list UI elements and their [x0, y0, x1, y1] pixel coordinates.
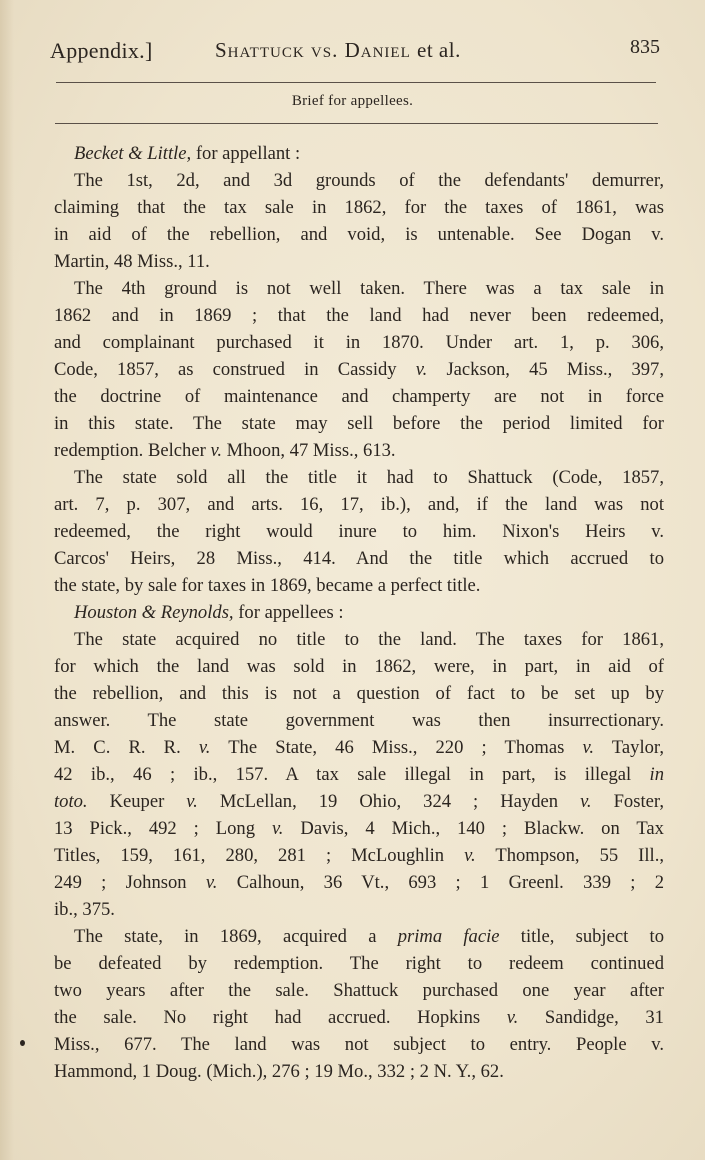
text-line: The state, in 1869, acquired a prima facie title, subject to: [74, 926, 664, 947]
text-line: 13 Pick., 492 ; Long v. Davis, 4 Mich., 140 ; Blackw. on Tax: [54, 818, 664, 839]
text-line: two years after the sale. Shattuck purchased one year after: [54, 980, 664, 1001]
text-line: The state sold all the title it had to Shattuck (Code, 1857,: [74, 467, 664, 488]
text-line: toto. Keuper v. McLellan, 19 Ohio, 324 ; Hayden v. Foster,: [54, 791, 664, 812]
text-line: M. C. R. R. v. The State, 46 Miss., 220 ; Thomas v. Taylor,: [54, 737, 665, 758]
paragraph: [54, 167, 664, 275]
text-line: in aid of the rebellion, and void, is untenable. See Dogan v.: [54, 224, 664, 245]
case-title: [215, 38, 461, 63]
text-line: for which the land was sold in 1862, were, in part, in aid of: [54, 656, 664, 677]
text-line: the sale. No right had accrued. Hopkins v. Sandidge, 31: [54, 1007, 664, 1028]
section-label: Appendix.]: [50, 38, 153, 63]
brief-subheading: Brief for appellees.: [291, 93, 414, 109]
case-title-suffix: et al.: [417, 38, 461, 62]
text-line: Code, 1857, as construed in Cassidy v. Jackson, 45 Miss., 397,: [54, 359, 664, 380]
text-line: and complainant purchased it in 1870. Under art. 1, p. 306,: [54, 332, 664, 353]
text-line: answer. The state government was then insurrectionary.: [54, 710, 664, 731]
text-line: 249 ; Johnson v. Calhoun, 36 Vt., 693 ; 1 Greenl. 339 ; 2: [54, 872, 665, 893]
header-rule-top: [56, 82, 656, 83]
text-line: in this state. The state may sell before the period limited for: [54, 413, 664, 434]
paragraph: [54, 140, 664, 167]
text-line: Miss., 677. The land was not subject to entry. People v.: [54, 1034, 664, 1055]
paragraph: [54, 923, 664, 1085]
text-line: Titles, 159, 161, 280, 281 ; McLoughlin v. Thompson, 55 Ill.,: [54, 845, 665, 866]
paragraph: [54, 464, 664, 599]
brief-body: [54, 140, 664, 1085]
margin-mark: [20, 1040, 25, 1046]
text-line: Houston & Reynolds, for appellees :: [74, 602, 344, 623]
page-gutter-shadow: [0, 0, 14, 1160]
paragraph: [54, 626, 664, 923]
text-line: Carcos' Heirs, 28 Miss., 414. And the title which accrued to: [54, 548, 664, 569]
text-line: 1862 and in 1869 ; that the land had never been redeemed,: [54, 305, 664, 326]
text-line: claiming that the tax sale in 1862, for the taxes of 1861, was: [54, 197, 664, 218]
text-line: be defeated by redemption. The right to redeem continued: [54, 953, 664, 974]
text-line: the doctrine of maintenance and champerty are not in force: [54, 386, 664, 407]
text-line: art. 7, p. 307, and arts. 16, 17, ib.), and, if the land was not: [54, 494, 664, 515]
text-line: 42 ib., 46 ; ib., 157. A tax sale illegal in part, is illegal in: [54, 764, 664, 785]
text-line: The 1st, 2d, and 3d grounds of the defendants' demurrer,: [74, 170, 664, 191]
text-line: Martin, 48 Miss., 11.: [54, 251, 210, 272]
paragraph: [54, 599, 664, 626]
counsel-name: Becket & Little,: [74, 143, 192, 164]
text-line: the rebellion, and this is not a question of fact to be set up by: [54, 683, 664, 704]
text-line: redeemed, the right would inure to him. Nixon's Heirs v.: [54, 521, 664, 542]
page-number: 835: [630, 36, 660, 58]
paragraph: [54, 275, 664, 464]
text-line: redemption. Belcher v. Mhoon, 47 Miss., 613.: [54, 440, 396, 461]
text-line: ib., 375.: [54, 899, 115, 920]
counsel-name: Houston & Reynolds,: [74, 602, 234, 623]
text-line: the state, by sale for taxes in 1869, became a perfect title.: [54, 575, 481, 596]
case-title-names: Shattuck vs. Daniel: [215, 38, 411, 62]
header-rule-bottom: [55, 123, 658, 124]
text-line: The 4th ground is not well taken. There was a tax sale in: [74, 278, 664, 299]
text-line: Becket & Little, for appellant :: [74, 143, 301, 164]
text-line: Hammond, 1 Doug. (Mich.), 276 ; 19 Mo., 332 ; 2 N. Y., 62.: [54, 1061, 504, 1082]
text-line: The state acquired no title to the land. The taxes for 1861,: [74, 629, 664, 650]
running-head: [50, 34, 660, 68]
